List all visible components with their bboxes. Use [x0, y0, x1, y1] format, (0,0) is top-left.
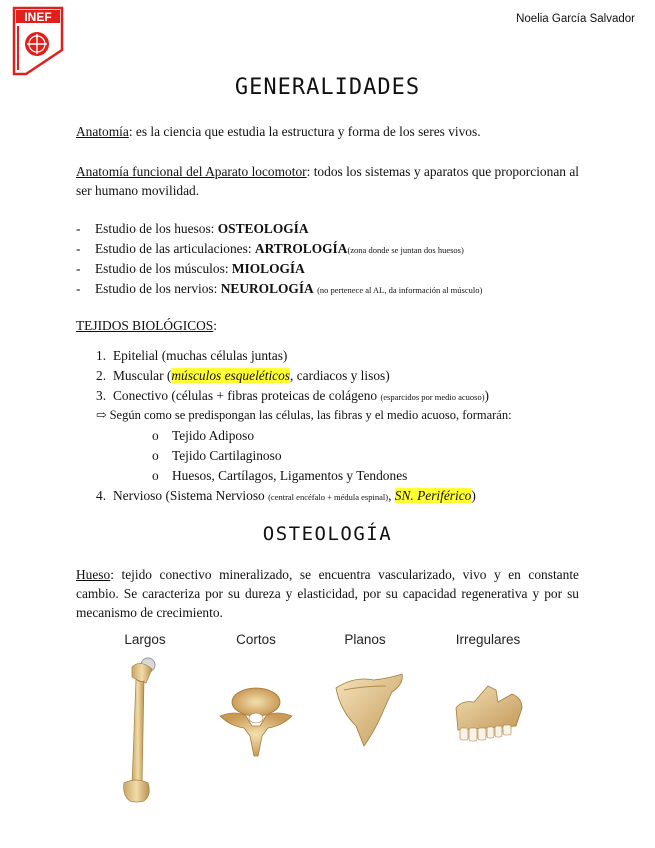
irregular-bone-image [452, 680, 528, 750]
list-item: - Estudio de los huesos: OSTEOLOGÍA [76, 219, 586, 239]
hueso-term: Hueso [76, 567, 111, 582]
anatomia-funcional-term: Anatomía funcional del Aparato locomotor [76, 164, 307, 179]
sub-item: o Tejido Adiposo [152, 428, 255, 443]
list-item: 2. Muscular (músculos esqueléticos, cardiacos y lisos) [96, 368, 390, 383]
author-name: Noelia García Salvador [516, 13, 635, 25]
bone-label-irregulares: Irregulares [455, 632, 521, 647]
svg-text:INEF: INEF [24, 10, 52, 24]
bone-label-largos: Largos [124, 632, 166, 647]
bone-label-planos: Planos [344, 632, 386, 647]
anatomia-definition: Anatomía: es la ciencia que estudia la estructura y forma de los seres vivos. [76, 124, 481, 139]
tejidos-list [96, 346, 596, 506]
short-bone-image [216, 680, 296, 760]
anatomia-term: Anatomía [76, 124, 129, 139]
inef-logo [12, 6, 64, 76]
bone-label-cortos: Cortos [236, 632, 276, 647]
tejidos-heading: TEJIDOS BIOLÓGICOS: [76, 318, 217, 333]
hueso-definition: Hueso: tejido conectivo mineralizado, se encuentra vascularizado, vivo y en constante cambio. Se caracteriza por su dureza y elasticidad, por su capacidad regenerativa y por su mecanismo de crecimiento. [76, 567, 579, 620]
highlight: SN. Periférico [394, 488, 472, 503]
list-item: 1. Epitelial (muchas células juntas) [96, 348, 288, 363]
section-title: OSTEOLOGÍA [262, 523, 393, 545]
long-bone-image [118, 655, 168, 805]
anatomia-funcional-definition: Anatomía funcional del Aparato locomotor: todos los sistemas y aparatos que proporcionan al ser humano movilidad. [76, 164, 579, 198]
arrow-item: ⇨ Según como se predispongan las células, las fibras y el medio acuoso, formarán: [96, 408, 512, 422]
list-item: - Estudio de los nervios: NEUROLOGÍA (no pertenece al AL, da información al músculo) [76, 279, 586, 299]
list-item: - Estudio de las articulaciones: ARTROLOGÍA(zona donde se juntan dos huesos) [76, 239, 586, 259]
page-title: GENERALIDADES [234, 75, 421, 100]
sub-item: o Tejido Cartilaginoso [152, 448, 282, 463]
list-item: - Estudio de los músculos: MIOLOGÍA [76, 259, 586, 279]
sub-item: o Huesos, Cartílagos, Ligamentos y Tendones [152, 468, 408, 483]
list-item: 3. Conectivo (células + fibras proteicas de colágeno (esparcidos por medio acuoso)) [96, 388, 490, 403]
studies-list [76, 219, 586, 299]
highlight: músculos esqueléticos [171, 368, 291, 383]
list-item: 4. Nervioso (Sistema Nervioso (central encéfalo + médula espinal), SN. Periférico) [96, 488, 476, 503]
flat-bone-image [330, 670, 410, 750]
right-arrow-icon: ⇨ [96, 408, 107, 422]
